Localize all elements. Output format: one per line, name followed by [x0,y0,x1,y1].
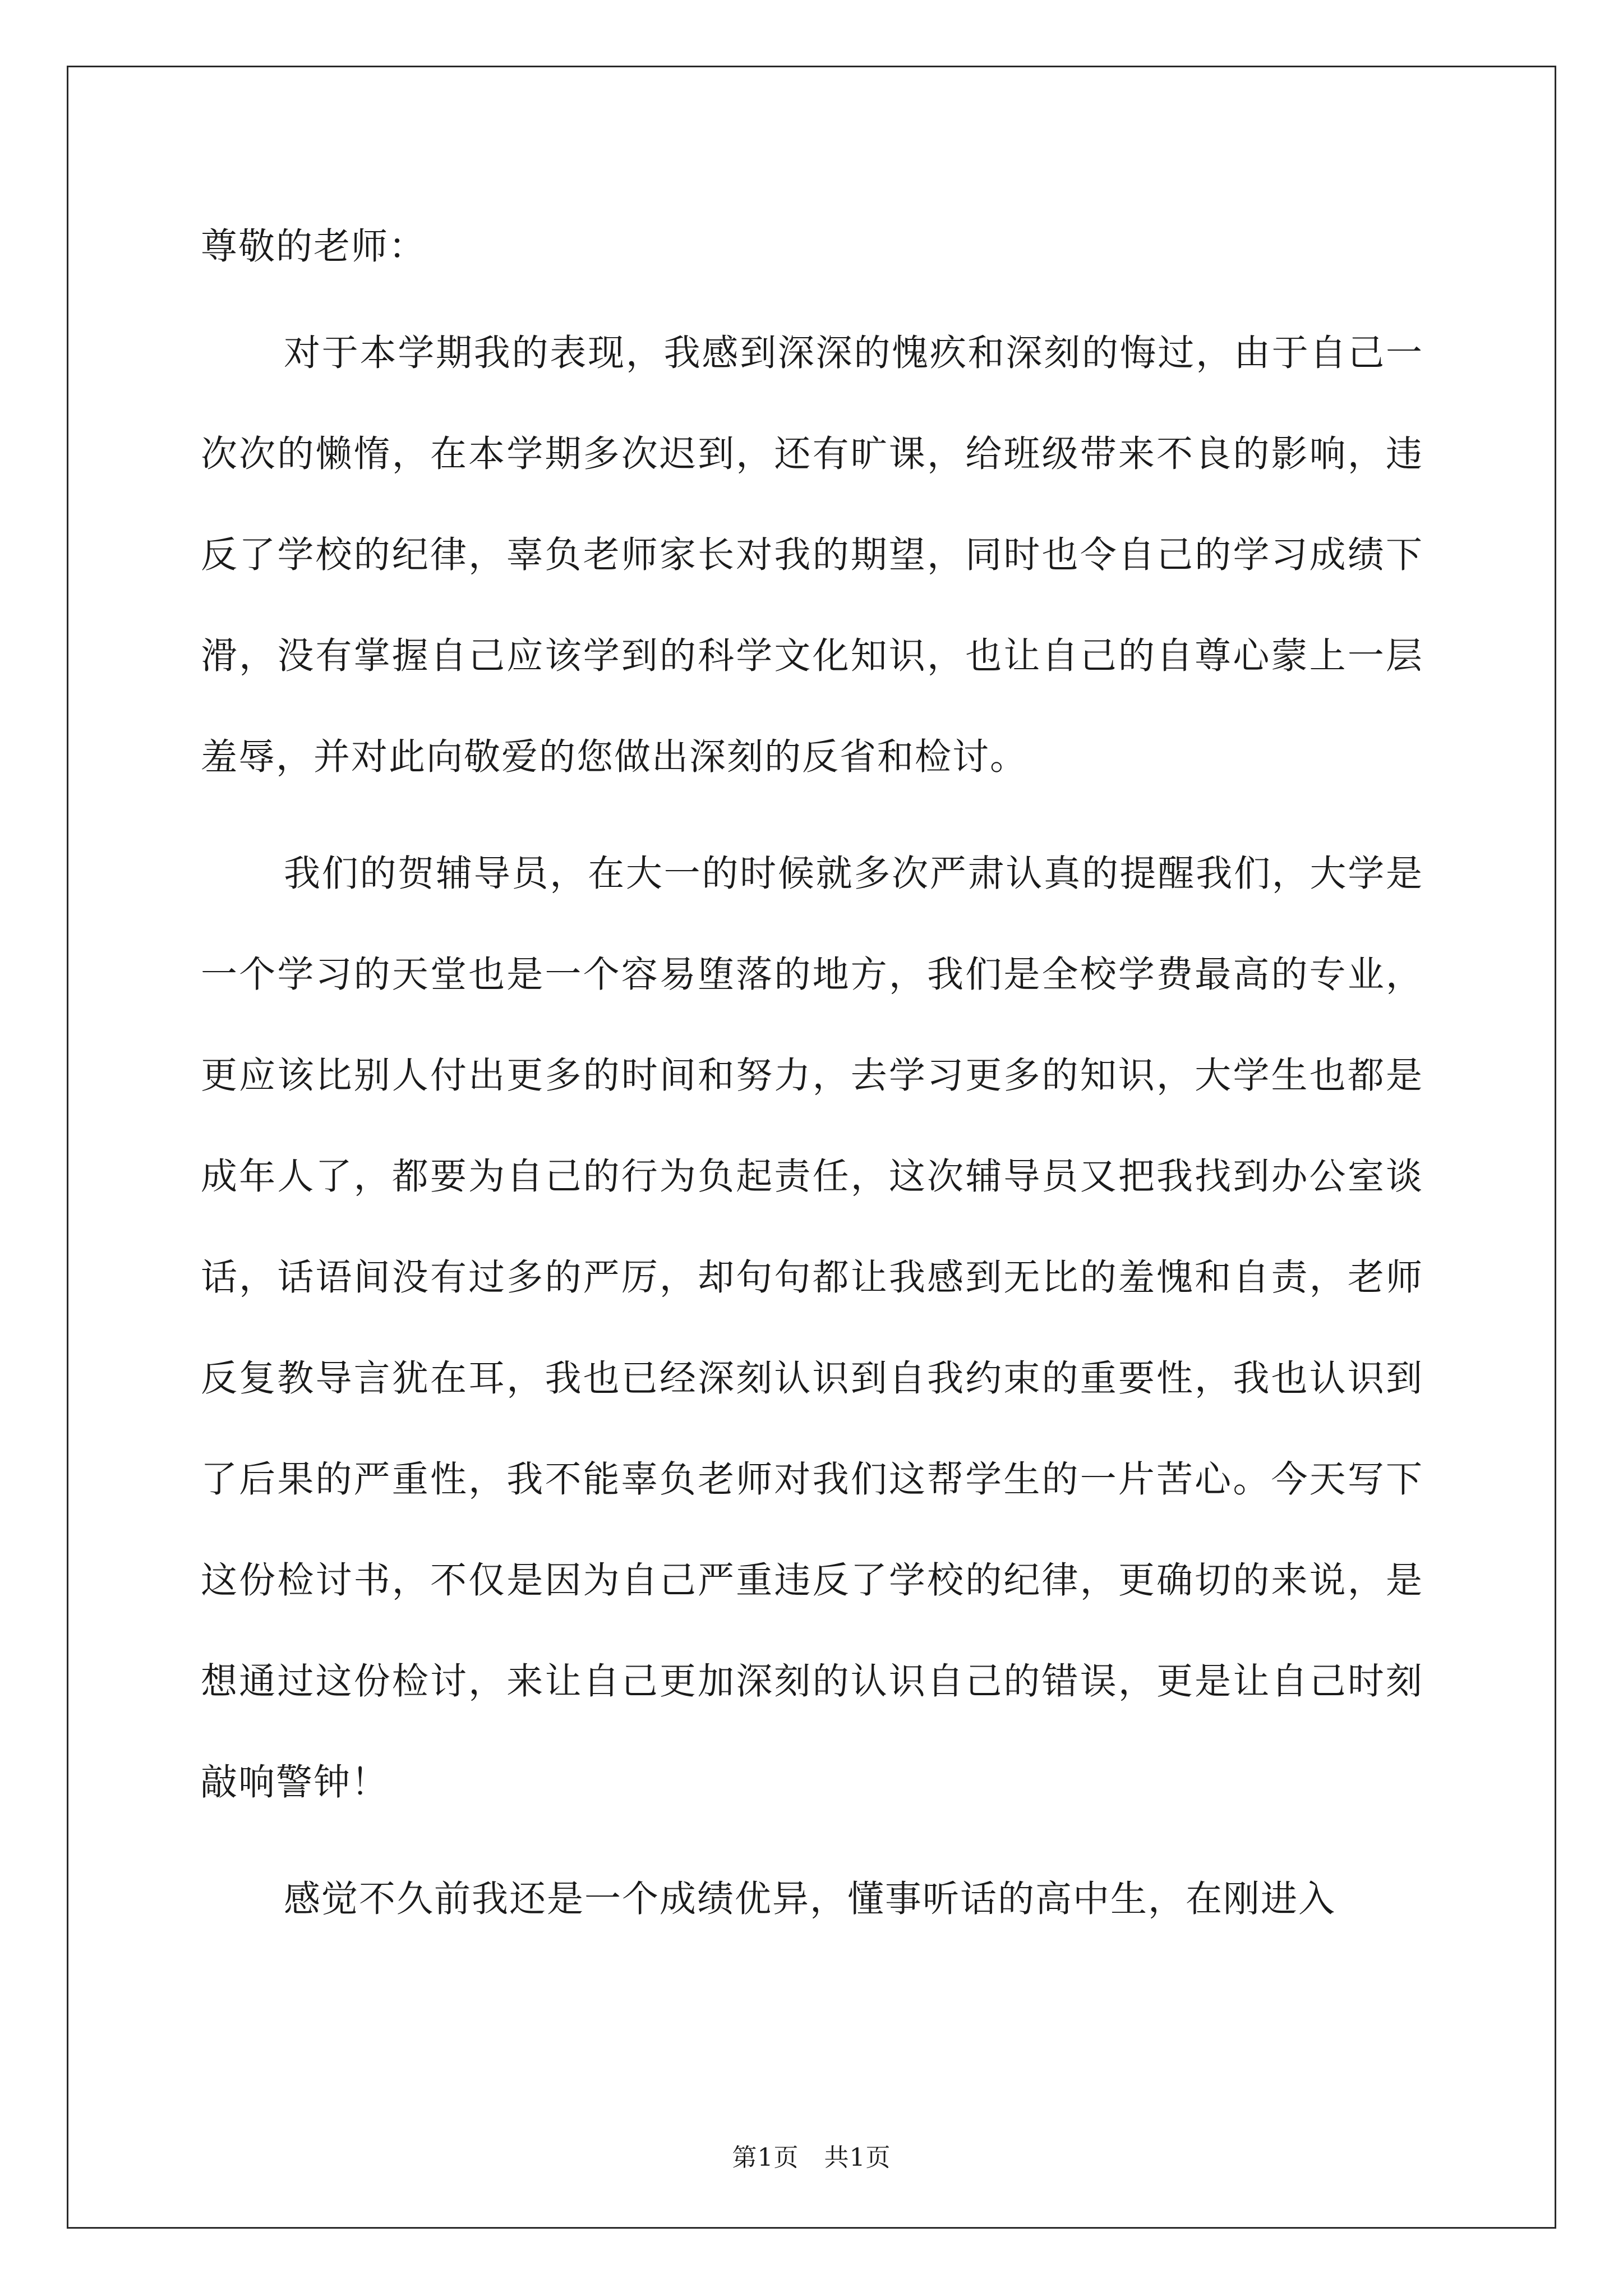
document-body [201,213,1423,1950]
paragraph: 对于本学期我的表现，我感到深深的愧疚和深刻的悔过，由于自己一次次的懒惰，在本学期多次迟到，还有旷课，给班级带来不良的影响，违反了学校的纪律，辜负老师家长对我的期望，同时也令自己的学习成绩下滑，没有掌握自己应该学到的科学文化知识，也让自己的自尊心蒙上一层羞辱，并对此向敬爱的您做出深刻的反省和检讨。 [201,332,1423,778]
paragraph: 感觉不久前我还是一个成绩优异，懂事听话的高中生，在刚进入 [284,1878,1336,1920]
salutation: 尊敬的老师： [201,226,427,268]
page-footer: 第1页 共1页 [732,2143,891,2172]
paragraph: 我们的贺辅导员，在大一的时候就多次严肃认真的提醒我们，大学是一个学习的天堂也是一个容易堕落的地方，我们是全校学费最高的专业，更应该比别人付出更多的时间和努力，去学习更多的知识，大学生也都是成年人了，都要为自己的行为负起责任，这次辅导员又把我找到办公室谈话，话语间没有过多的严厉，却句句都让我感到无比的羞愧和自责，老师反复教导言犹在耳，我也已经深刻认识到自我约束的重要性，我也认识到了后果的严重性，我不能辜负老师对我们这帮学生的一片苦心。今天写下这份检讨书，不仅是因为自己严重违反了学校的纪律，更确切的来说，是想通过这份检讨，来让自己更加深刻的认识自己的错误，更是让自己时刻敲响警钟！ [201,853,1423,1803]
